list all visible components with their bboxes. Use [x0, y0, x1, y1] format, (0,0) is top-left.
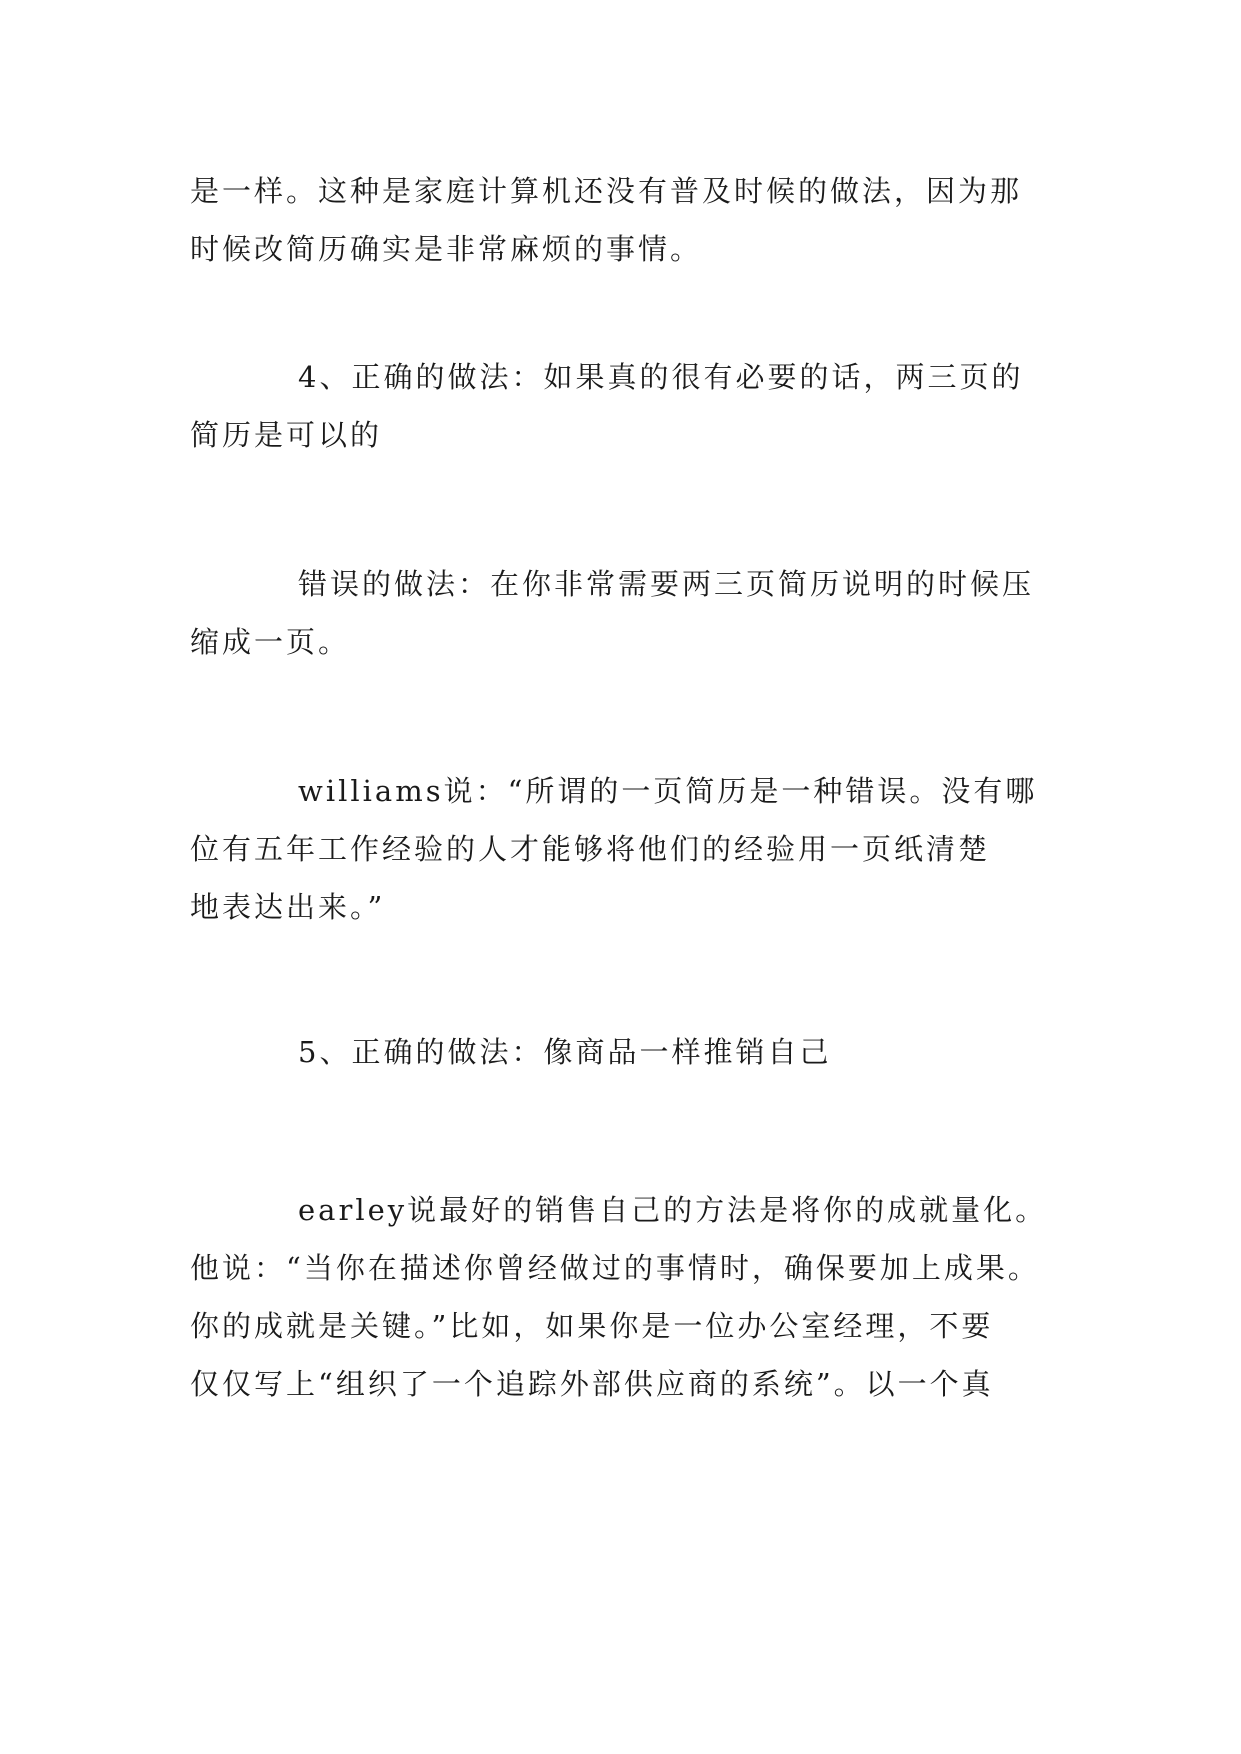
- paragraph-line: 时候改简历确实是非常麻烦的事情。: [190, 232, 703, 266]
- paragraph-line: 仅仅写上“组织了一个追踪外部供应商的系统”。以一个真: [190, 1367, 994, 1401]
- paragraph-line: 简历是可以的: [190, 418, 383, 452]
- paragraph-point-4-wrong: [190, 555, 1062, 671]
- paragraph-line: 位有五年工作经验的人才能够将他们的经验用一页纸清楚: [190, 832, 991, 866]
- paragraph-line: 他说：“当你在描述你曾经做过的事情时，确保要加上成果。: [190, 1251, 1040, 1285]
- paragraph-line: williams说：“所谓的一页简历是一种错误。没有哪: [298, 774, 1038, 808]
- paragraph-earley-advice: [190, 1181, 1062, 1413]
- paragraph-line: 是一样。这种是家庭计算机还没有普及时候的做法，因为那: [190, 174, 1023, 208]
- paragraph-line: 错误的做法：在你非常需要两三页简历说明的时候压: [298, 567, 1035, 601]
- paragraph-line: earley说最好的销售自己的方法是将你的成就量化。: [298, 1193, 1048, 1227]
- paragraph-line: 4、正确的做法：如果真的很有必要的话，两三页的: [298, 360, 1024, 394]
- paragraph-line: 缩成一页。: [190, 625, 351, 659]
- paragraph-point-4-correct: [190, 348, 1062, 464]
- paragraph-line: 地表达出来。”: [190, 890, 386, 924]
- paragraph-point-5-correct: [190, 1023, 1062, 1081]
- paragraph-williams-quote: [190, 762, 1062, 936]
- paragraph-continuation: [190, 162, 1062, 278]
- paragraph-line: 5、正确的做法：像商品一样推销自己: [298, 1035, 832, 1069]
- paragraph-line: 你的成就是关键。”比如，如果你是一位办公室经理，不要: [190, 1309, 994, 1343]
